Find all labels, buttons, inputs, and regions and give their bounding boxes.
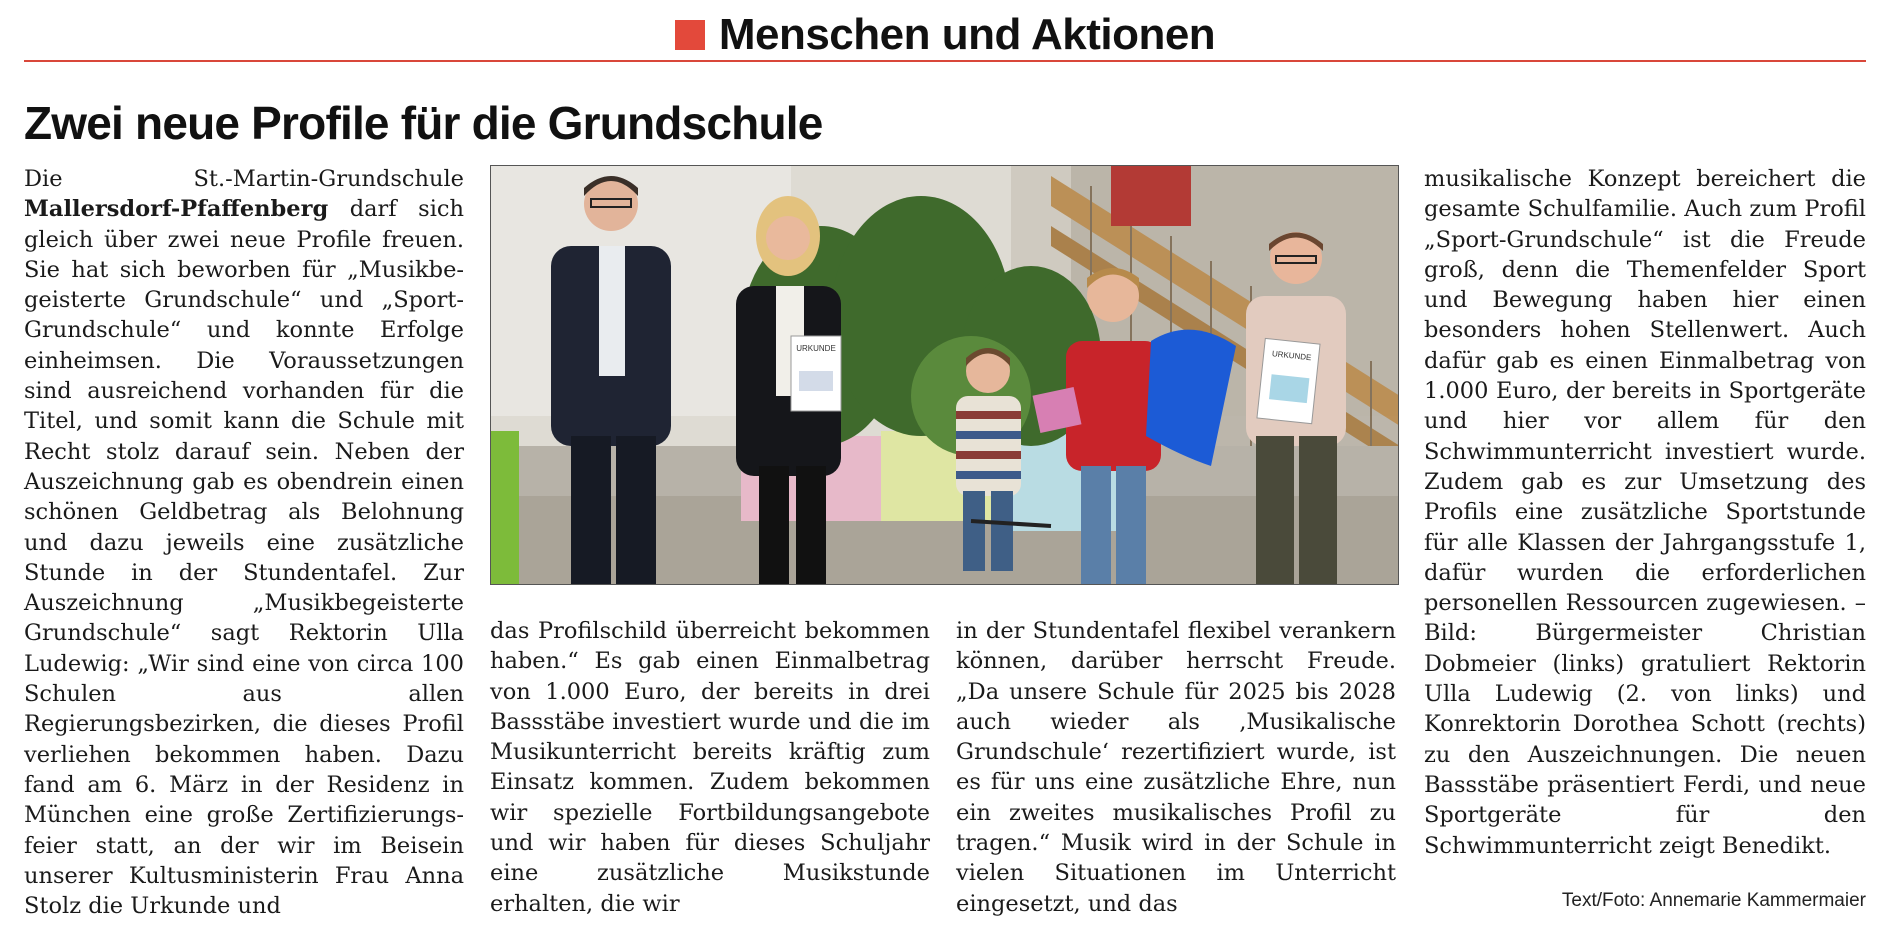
certificate-label-2: URKUNDE [1271, 349, 1312, 363]
article-column-4: musikalische Konzept bereichert die gesamte Schulfamilie. Auch zum Profil „Sport-Grundschule“ ist die Freude groß, denn die Themenfelder Sport und Bewegung haben hier einen besonders hohen Stellenwert. Auch dafür gab es einen Einmalbetrag von 1.000 Euro, der bereits in Sportgeräte und hier vor allem für den Schwimmunterricht investiert wurde. Zudem gab es zur Umsetzung des Profils eine zusätzliche Sportstunde für alle Klassen der Jahrgangsstufe 1, dafür wurden die erforderlichen personellen Ressourcen zugewiesen. – Bild: Bürgermeister Christian Dobmeier (links) gratuliert Rektorin Ulla Ludewig (2. von links) und Konrektorin Dorothea Schott (rechts) zu den Auszeichnungen. Die neuen Bassstäbe präsentiert Ferdi, und neue Sportgeräte für den Schwimmunterricht zeigt Benedikt. [1424, 166, 1866, 859]
article-photo [490, 165, 1399, 585]
section-header [0, 8, 1890, 62]
section-marker [675, 20, 705, 50]
section-title: Menschen und Aktionen [718, 10, 1216, 59]
certificate-label-1: URKUNDE [796, 344, 836, 353]
intro-text: Die St.-Martin-Grundschule [24, 166, 464, 192]
section-divider [24, 60, 1866, 62]
article-column-3: in der Stundentafel flexibel verankern können, darüber herrscht Freude. „Da unsere Schule für 2025 bis 2028 auch wieder als ‚Musikalische Grundschule‘ rezertifiziert wurde, ist es für uns eine zusätzliche Ehre, nun ein zweites musikalisches Profil zu tragen.“ Musik wird in der Schule in vielen Situationen im Unterricht eingesetzt, und das [956, 618, 1396, 917]
column-1-body: darf sich gleich über zwei neue Profile freuen. Sie hat sich beworben für „Musikbegeisterte Grundschule“ und „Sport-Grundschule“ und konnte Erfolge einheimsen. Die Voraussetzungen sind ausreichend vorhanden für die Titel, und somit kann die Schule mit Recht stolz darauf sein. Neben der Auszeichnung gab es obendrein einen schönen Geldbetrag als Belohnung und dazu jeweils eine zusätzliche Stunde in der Stundentafel. Zur Auszeichnung „Musikbegeisterte Grundschule“ sagt Rektorin Ulla Ludewig: „Wir sind eine von circa 100 Schulen aus allen Regierungsbezirken, die dieses Profil verliehen bekommen haben. Dazu fand am 6. März in der Residenz in München eine große Zertifizierungsfeier statt, an der wir im Beisein unserer Kultusministerin Frau Anna Stolz die Urkunde und [24, 196, 464, 920]
photo-credit: Text/Foto: Annemarie Kammermaier [1561, 890, 1866, 911]
article-column-1 [24, 164, 464, 921]
article-headline: Zwei neue Profile für die Grundschule [24, 97, 823, 149]
article-column-2: das Profilschild überreicht bekommen haben.“ Es gab einen Einmalbetrag von 1.000 Euro, der bereits in drei Bassstäbe investiert wurde und die im Musikunterricht bereits kräftig zum Einsatz kommen. Zudem bekommen wir spezielle Fortbildungsangebote und wir haben für dieses Schuljahr eine zusätzliche Musikstunde erhalten, die wir [490, 618, 930, 917]
location-name: Mallersdorf-Pfaffenberg [24, 196, 329, 223]
